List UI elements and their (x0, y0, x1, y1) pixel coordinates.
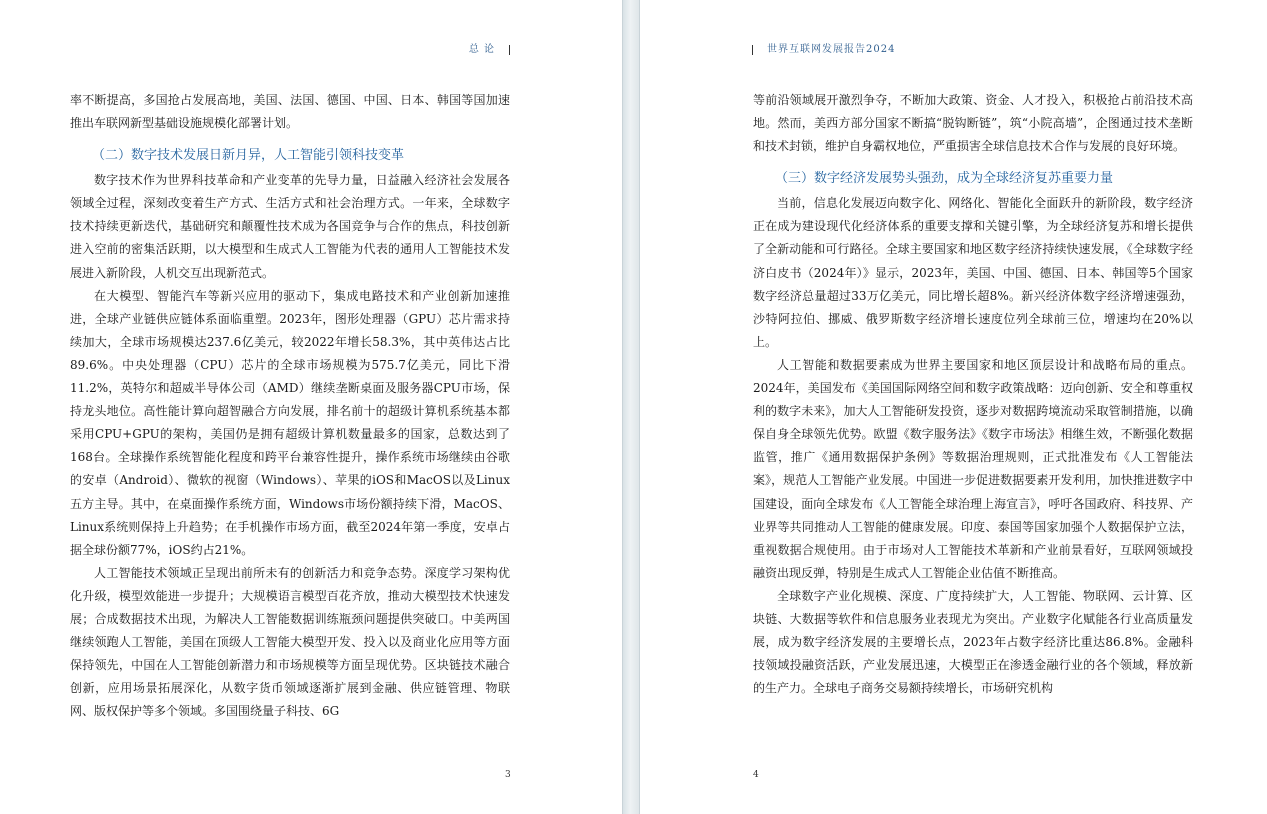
running-head-divider (509, 45, 510, 55)
page-number: 3 (505, 770, 511, 780)
body-paragraph: 全球数字产业化规模、深度、广度持续扩大，人工智能、物联网、云计算、区块链、大数据等软件和信息服务业表现尤为突出。产业数字化赋能各行业高质量发展，成为数字经济发展的主要增长点，2023年占数字经济比重达86.8%。金融科技领域投融资活跃，产业发展迅速，大模型正在渗透金融行业的各个领域，释放新的生产力。全球电子商务交易额持续增长，市场研究机构 (753, 588, 1193, 696)
running-head-divider (752, 45, 753, 55)
body-paragraph: 人工智能技术领域正呈现出前所未有的创新活力和竞争态势。深度学习架构优化升级，模型效能进一步提升；大规模语言模型百花齐放，推动大模型技术快速发展；合成数据技术出现，为解决人工智能数据训练瓶颈问题提供突破口。中美两国继续领跑人工智能，美国在顶级人工智能大模型开发、投入以及商业化应用等方面保持领先，中国在人工智能创新潜力和市场规模等方面呈现优势。区块链技术融合创新，应用场景拓展深化，从数字货币领域逐渐扩展到金融、供应链管理、物联网、版权保护等多个领域。多国围绕量子科技、6G (70, 565, 510, 719)
page-number: 4 (753, 770, 759, 780)
page-body (753, 89, 1193, 700)
continuation-paragraph: 等前沿领域展开激烈争夺，不断加大政策、资金、人才投入，积极抢占前沿技术高地。然而，美西方部分国家不断搞“脱钩断链”，筑“小院高墙”，企图通过技术垄断和技术封锁，维护自身霸权地位，严重损害全球信息技术合作与发展的良好环境。 (753, 93, 1193, 154)
right-page (640, 0, 1267, 814)
left-page (0, 0, 622, 814)
body-paragraph: 当前，信息化发展迈向数字化、网络化、智能化全面跃升的新阶段，数字经济正在成为建设现代化经济体系的重要支撑和关键引擎，为全球经济复苏和增长提供了全新动能和可行路径。全球主要国家和地区数字经济持续快速发展，《全球数字经济白皮书（2024年）》显示，2023年，美国、中国、德国、日本、韩国等5个国家数字经济总量超过33万亿美元，同比增长超8%。新兴经济体数字经济增速强劲，沙特阿拉伯、挪威、俄罗斯数字经济增长速度位列全球前三位，增速均在20%以上。 (753, 196, 1193, 349)
section-heading: （三）数字经济发展势头强劲，成为全球经济复苏重要力量 (775, 171, 1114, 187)
page-body (70, 89, 510, 723)
continuation-paragraph: 率不断提高，多国抢占发展高地，美国、法国、德国、中国、日本、韩国等国加速推出车联网新型基础设施规模化部署计划。 (70, 93, 510, 131)
book-gutter (622, 0, 640, 814)
running-head: 世界互联网发展报告2024 (752, 40, 895, 55)
body-paragraph: 人工智能和数据要素成为世界主要国家和地区顶层设计和战略布局的重点。2024年，美国发布《美国国际网络空间和数字政策战略：迈向创新、安全和尊重权利的数字未来》，加大人工智能研发投资，逐步对数据跨境流动采取管制措施，以确保自身全球领先优势。欧盟《数字服务法》《数字市场法》相继生效，不断强化数据监管，推广《通用数据保护条例》等数据治理规则，正式批准发布《人工智能法案》，规范人工智能产业发展。中国进一步促进数据要素开发利用，加快推进数字中国建设，面向全球发布《人工智能全球治理上海宣言》，呼吁各国政府、科技界、产业界等共同推动人工智能的健康发展。印度、泰国等国家加强个人数据保护立法，重视数据合规使用。由于市场对人工智能技术革新和产业前景看好，互联网领域投融资出现反弹，特别是生成式人工智能企业估值不断推高。 (753, 357, 1193, 580)
body-paragraph: 数字技术作为世界科技革命和产业变革的先导力量，日益融入经济社会发展各领域全过程，深刻改变着生产方式、生活方式和社会治理方式。一年来，全球数字技术持续更新迭代，基础研究和颠覆性技术成为各国竞争与合作的焦点，科技创新进入空前的密集活跃期，以大模型和生成式人工智能为代表的通用人工智能技术发展进入新阶段，人机交互出现新范式。 (70, 173, 510, 280)
running-head: 总 论 (469, 40, 510, 55)
body-paragraph: 在大模型、智能汽车等新兴应用的驱动下，集成电路技术和产业创新加速推进，全球产业链供应链体系面临重塑。2023年，图形处理器（GPU）芯片需求持续加大，全球市场规模达237.6亿美元，较2022年增长58.3%，其中英伟达占比89.6%。中央处理器（CPU）芯片的全球市场规模为575.7亿美元，同比下滑11.2%，英特尔和超威半导体公司（AMD）继续垄断桌面及服务器CPU市场，保持龙头地位。高性能计算向超智融合方向发展，排名前十的超级计算机系统基本都采用CPU+GPU的架构，美国仍是拥有超级计算机数量最多的国家，总数达到了168台。全球操作系统智能化程度和跨平台兼容性提升，操作系统市场继续由谷歌的安卓（Android）、微软的视窗（Windows）、苹果的iOS和MacOS以及Linux五方主导。其中，在桌面操作系统方面，Windows市场份额持续下滑，MacOS、Linux系统则保持上升趋势；在手机操作市场方面，截至2024年第一季度，安卓占据全球份额77%，iOS约占21%。 (70, 288, 510, 557)
section-heading: （二）数字技术发展日新月异，人工智能引领科技变革 (92, 148, 405, 164)
